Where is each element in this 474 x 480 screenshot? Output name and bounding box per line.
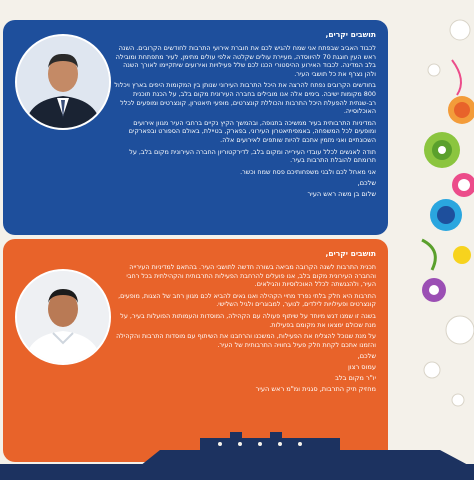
mayor-signature: שלום בן משה ראש העיר [307,190,376,199]
mayor-letter-panel [3,20,388,235]
mayor-paragraph: תודה לאנשים לכלל עובדי העירייה ומקום בלב, לדירקטוריון החברה העירונית מקום בלב, על תרומתם להובלת התרבות בעיר. [129,147,376,165]
mayor-letter-body [111,44,376,199]
chairman-paragraph: התרבות היא חלק בלתי נפרד מחיי הקהילה ואנו גאים להביא לכם מגוון רחב של הצגות, מופעים, קונצרטים ופעילויות לילדים, לנוער, למבוגרים ולגיל השלישי. [118,291,376,309]
chairman-signature-sub: מחזיק תיק התרבות, סגנית ומ"מ ראש העיר [255,385,376,394]
chairman-letter-body [111,263,376,394]
chairman-letter-panel [3,239,388,462]
chairman-paragraph: תכנית התרבות לשנה הקרובה מביאה בשורה חדשה לתושבי העיר. בהתאם למדיניות העירייה והחברה העירונית מקום בלב, אנו פועלים להרחבת הפעילות התרבותית והקהילתית בכל רחבי העיר, ולהנגשתה לכלל האוכלוסיות והגילאים. [126,263,376,289]
chairman-paragraph: בשנה זו שמנו דגש מיוחד על שיתוף פעולה עם הקהילה, המוסדות והעמותות הפועלות בעיר, על מנת שכולם ימצאו את מקומם בפעילות. [120,311,376,329]
ship-illustration [140,432,470,466]
mayor-paragraph: המדיניות התרבותית בעיר ממשיכה בתנופה, ובהמשך הקיץ נקיים ברחבי העיר מגוון אירועים ומופעים לכל המשפחה, באמפיתיאטרון העירוני, בפארק, בטיילת, באולם הספורט ובפארקים השכונתיים ואני מזמין אתכם להיות שותפים לאירועים אלה. [128,118,376,144]
mayor-paragraph: אני מאחל לכם ולבני משפחותיכם פסח שמח וכשר. [240,167,376,176]
decorative-flowers [412,0,474,480]
mayor-photo [15,34,111,130]
chairman-signature-name: עמוס רצון [347,363,376,372]
chairman-photo [15,269,111,365]
chairman-closing: שלכם, [357,352,376,361]
mayor-paragraph: לכבוד האביב שבפתח אני שמח להגיש לכם את חוברת אירועי התרבות לחודשים הקרובים. השנה ראש העין חוגגת 70 להיווסדה, מעיירת עולים שקלטה אלפי עולים מתימן, לעיר מתפתחת ומובילה בלב המדינה. לכבוד האירוע ההיסטורי הכנו לכם שלל פעילויות ואירועים שיתקיימו לאורך השנה ולהן נצרף את כל תושבי העיר. [115,44,376,78]
chairman-greeting: תושבים יקרים, [325,249,376,258]
mayor-paragraph: בחודשים הקרובים נפתח להרצה את היכל התרבות העירוני שנותן בין המקומות היפים בארץ ויכלול 800 מקומות ישיבה. בימים אלה אנו מובילים בחברה העירונית מקום בלב, על הכנת תוכנית רב-שנתית להפעלת היכל התרבות והכוללת קונצרטים, מופעי תיאטרון, קונצרטים ומופעים לכלל האוכלוסייה. [114,81,376,116]
chairman-paragraph: על מנת שנוכל להצליח את הפעילות, המשכנו והרחבנו את השיתוף עם מוסדות התרבות והקהילה והזמנו אתכם לקחת חלק פעיל בחוויה התרבותית של העיר. [116,332,376,349]
mayor-closing: שלכם, [357,179,376,188]
bottom-strip [0,464,474,480]
chairman-signature-role: יו"ר מקום בלב [335,374,376,383]
mayor-greeting: תושבים יקרים, [325,30,376,39]
